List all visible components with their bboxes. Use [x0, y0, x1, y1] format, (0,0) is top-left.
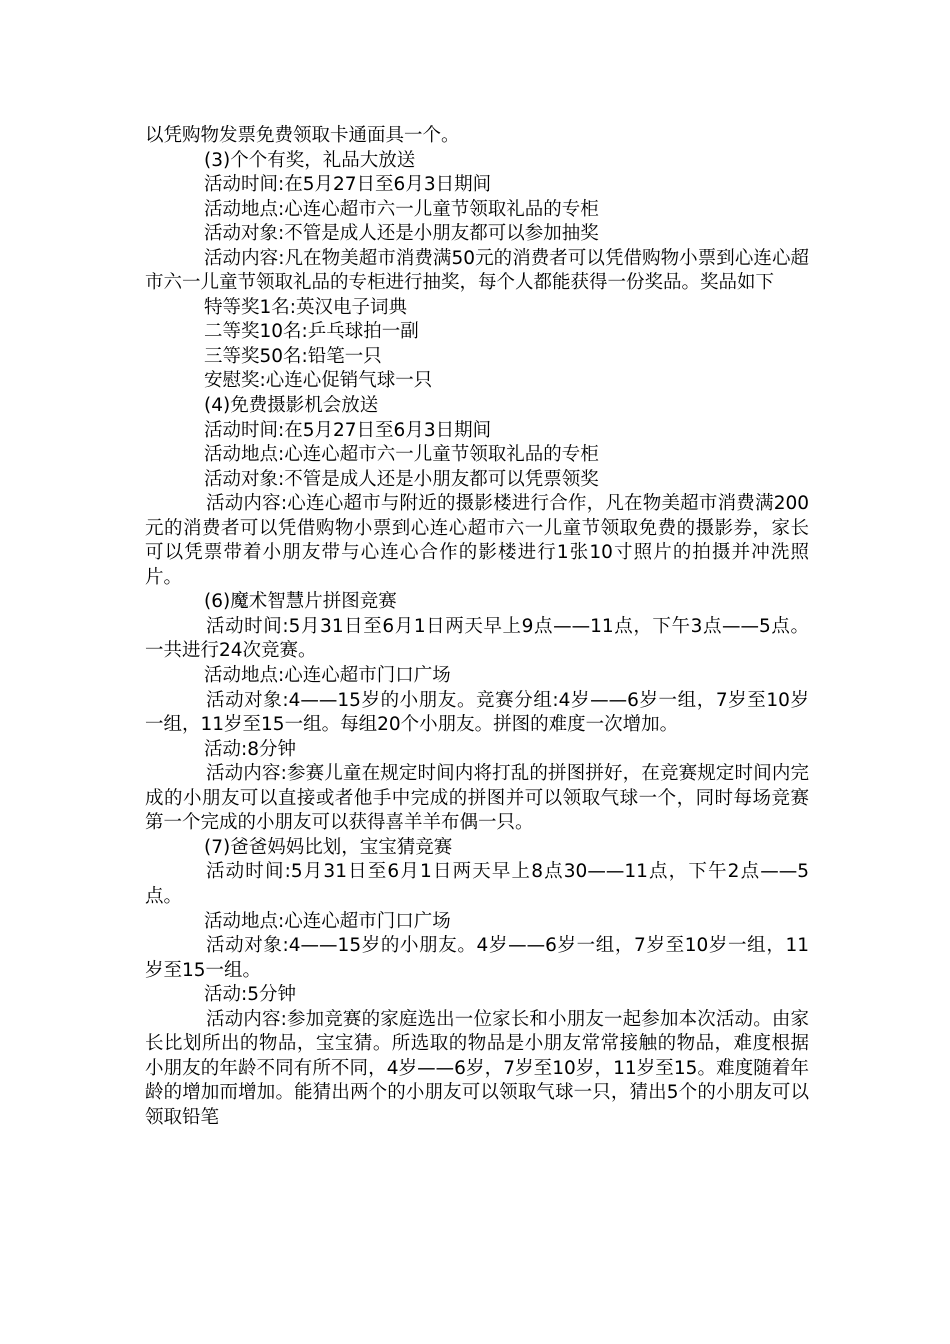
paragraph: 活动内容:凡在物美超市消费满50元的消费者可以凭借购物小票到心连心超市六一儿童节领取礼品的专柜进行抽奖，每个人都能获得一份奖品。奖品如下: [145, 247, 809, 294]
paragraph: 活动时间:在5月27日至6月3日期间: [204, 419, 492, 441]
paragraph: 活动:8分钟: [204, 738, 297, 760]
paragraph: 活动内容:参赛儿童在规定时间内将打乱的拼图拼好，在竞赛规定时间内完成的小朋友可以直接或者他手中完成的拼图并可以领取气球一个，同时每场竞赛第一个完成的小朋友可以获得喜羊羊布偶一只。: [145, 763, 809, 834]
prize-item: 三等奖50名:铅笔一只: [204, 345, 382, 367]
prize-item: 特等奖1名:英汉电子词典: [204, 296, 408, 318]
paragraph: 活动地点:心连心超市门口广场: [204, 910, 451, 932]
paragraph: 活动对象:4——15岁的小朋友。竞赛分组:4岁——6岁一组，7岁至10岁一组，11岁至15一组。每组20个小朋友。拼图的难度一次增加。: [145, 689, 809, 736]
paragraph: 活动地点:心连心超市门口广场: [204, 665, 451, 687]
paragraph: 活动地点:心连心超市六一儿童节领取礼品的专柜: [204, 198, 599, 220]
paragraph: 活动时间:5月31日至6月1日两天早上9点——11点，下午3点——5点。一共进行24次竞赛。: [145, 615, 809, 662]
section-heading: (3)个个有奖，礼品大放送: [204, 149, 416, 171]
paragraph: 活动对象:不管是成人还是小朋友都可以参加抽奖: [204, 223, 599, 245]
paragraph: 活动地点:心连心超市六一儿童节领取礼品的专柜: [204, 444, 599, 466]
prize-item: 安慰奖:心连心促销气球一只: [204, 370, 433, 392]
paragraph: 活动内容:心连心超市与附近的摄影楼进行合作，凡在物美超市消费满200元的消费者可以凭借购物小票到心连心超市六一儿童节领取免费的摄影券，家长可以凭票带着小朋友带与心连心合作的影楼进行1张10寸照片的拍摄并冲洗照片。: [145, 493, 809, 588]
paragraph: 活动时间:在5月27日至6月3日期间: [204, 174, 492, 196]
document-body: [145, 124, 809, 1130]
paragraph: 活动时间:5月31日至6月1日两天早上8点30——11点，下午2点——5点。: [145, 861, 809, 907]
paragraph: 活动对象:4——15岁的小朋友。4岁——6岁一组，7岁至10岁一组，11岁至15一组。: [145, 935, 809, 981]
paragraph: 活动对象:不管是成人还是小朋友都可以凭票领奖: [204, 468, 599, 490]
section-heading: (7)爸爸妈妈比划，宝宝猜竞赛: [204, 836, 453, 858]
section-heading: (4)免费摄影机会放送: [204, 395, 379, 417]
paragraph: 活动内容:参加竞赛的家庭选出一位家长和小朋友一起参加本次活动。由家长比划所出的物品，宝宝猜。所选取的物品是小朋友常常接触的物品，难度根据小朋友的年龄不同有所不同，4岁——6岁，7岁至10岁，11岁至15。难度随着年龄的增加而增加。能猜出两个的小朋友可以领取气球一只，猜出5个的小朋友可以领取铅笔: [145, 1008, 809, 1128]
prize-item: 二等奖10名:乒乓球拍一副: [204, 321, 419, 343]
paragraph: 以凭购物发票免费领取卡通面具一个。: [145, 125, 460, 146]
paragraph: 活动:5分钟: [204, 984, 297, 1006]
section-heading: (6)魔术智慧片拼图竞赛: [204, 591, 397, 613]
